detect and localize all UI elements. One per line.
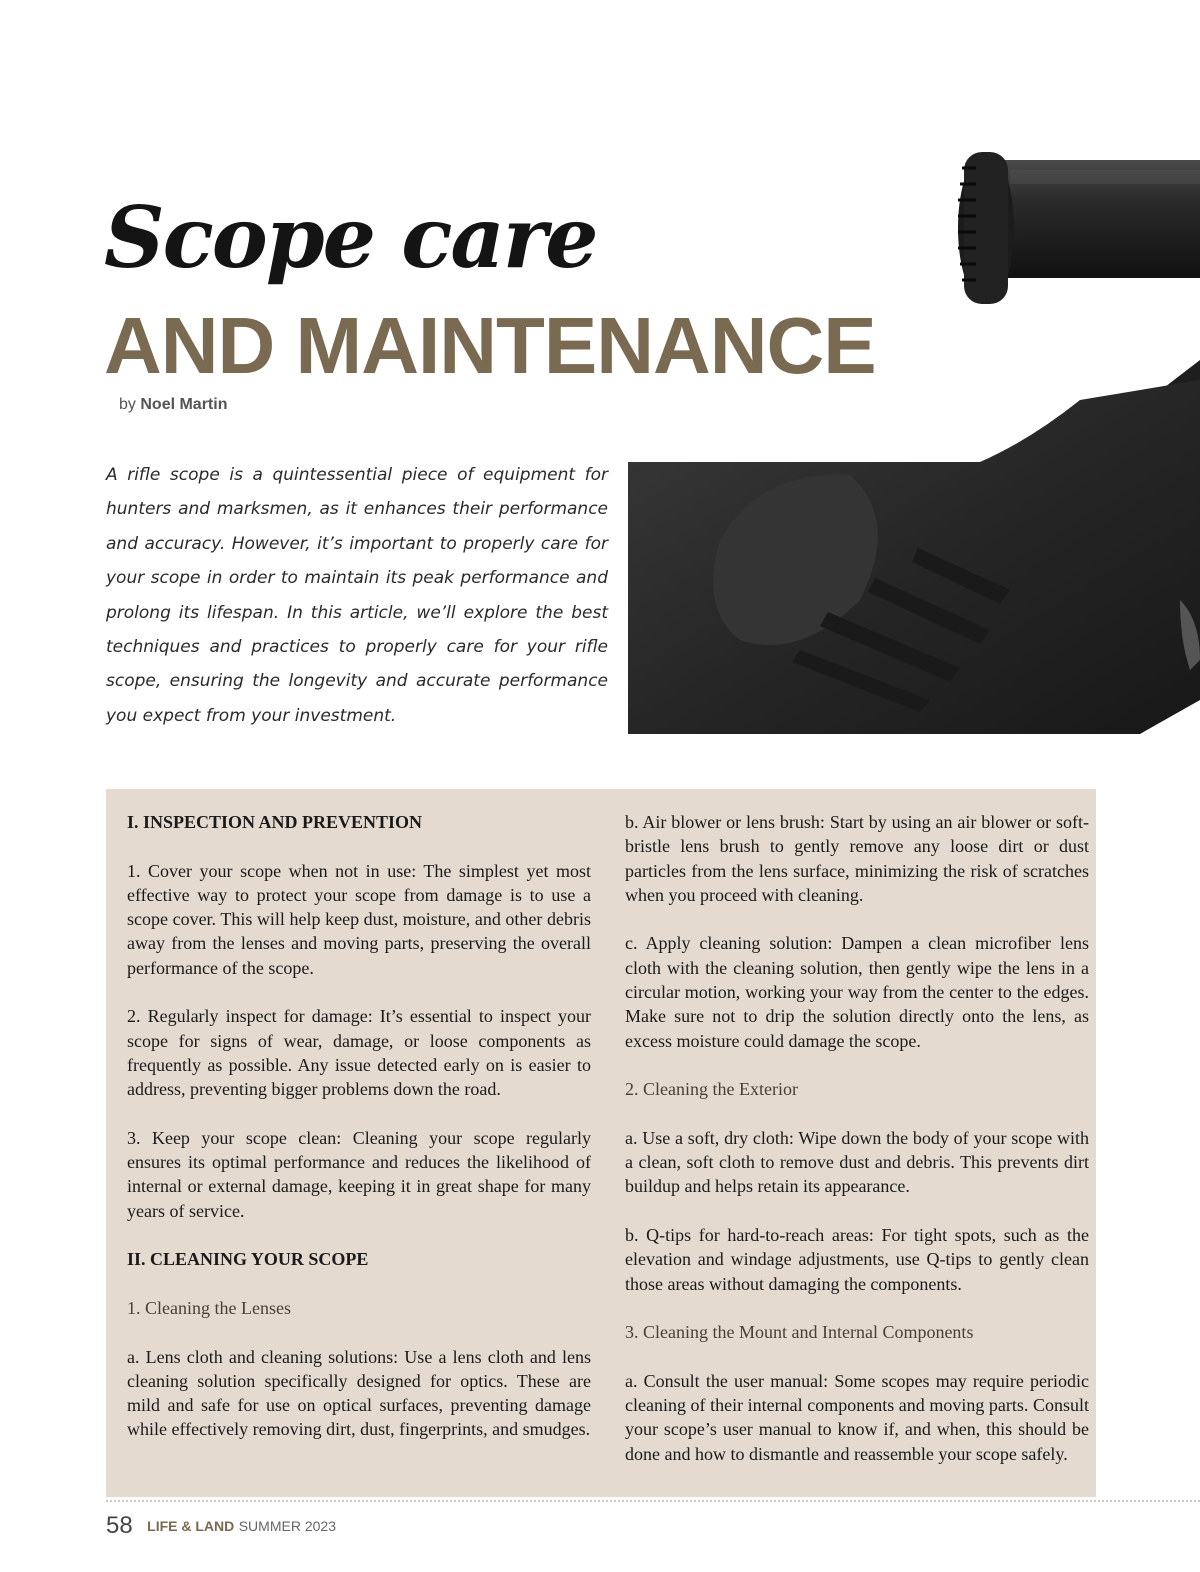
issue-label: SUMMER 2023 [238,1518,336,1534]
section-heading: I. INSPECTION AND PREVENTION [127,812,423,832]
content-box [106,789,1096,1497]
paragraph: b. Air blower or lens brush: Start by using an air blower or soft-bristle lens brush to gently remove any loose dirt or dust particles from the lens surface, minimizing the risk of scratches when you proceed with cleaning. [625,812,1089,905]
intro-paragraph: A rifle scope is a quintessential piece of equipment for hunters and marksmen, as it enhances their performance and accuracy. However, it’s important to properly care for your scope in order to maintain its peak performance and prolong its lifespan. In this article, we’ll explore the best techniques and practices to properly care for your rifle scope, ensuring the longevity and accurate performance you expect from your investment. [106,465,608,726]
page-number: 58 [106,1512,133,1539]
paragraph: a. Lens cloth and cleaning solutions: Use a lens cloth and lens cleaning solution specifically designed for optics. These are mild and safe for use on optical surfaces, preventing damage while effectively removing dirt, dust, fingerprints, and smudges. [127,1346,591,1440]
author-name: Noel Martin [140,396,228,413]
magazine-name: LIFE & LAND [147,1518,235,1534]
page-footer [106,1512,336,1540]
footer-divider [106,1500,1200,1502]
paragraph: c. Apply cleaning solution: Dampen a clean microfiber lens cloth with the cleaning solution, then gently wipe the lens in a circular motion, working your way from the center to the edges. Make sure not to drip the solution directly onto the lens, as excess moisture could damage the scope. [625,933,1089,1051]
article-title-script: Scope care [104,188,597,287]
byline [119,396,227,414]
article-title-main: AND MAINTENANCE [104,301,876,390]
subsection-heading: 2. Cleaning the Exterior [625,1079,798,1100]
paragraph: a. Use a soft, dry cloth: Wipe down the body of your scope with a clean, soft cloth to remove dust and debris. This prevents dirt buildup and helps retain its appearance. [625,1127,1089,1197]
paragraph: b. Q-tips for hard-to-reach areas: For tight spots, such as the elevation and windage adjustments, use Q-tips to gently clean those areas without damaging the components. [625,1225,1089,1294]
subsection-heading: 1. Cleaning the Lenses [127,1297,291,1318]
paragraph: a. Consult the user manual: Some scopes may require periodic cleaning of their internal components and moving parts. Consult your scope’s user manual to know if, and when, this should be done and how to dismantle and reassemble your scope safely. [625,1370,1089,1464]
scope-body [958,152,1200,304]
section-heading: II. CLEANING YOUR SCOPE [127,1249,369,1270]
subsection-heading: 3. Cleaning the Mount and Internal Components [625,1322,974,1343]
right-column [625,810,1089,1466]
paragraph: 1. Cover your scope when not in use: The simplest yet most effective way to protect your scope from damage is to use a scope cover. This will help keep dust, moisture, and other debris away from the lenses and moving parts, preserving the overall performance of the scope. [127,860,591,978]
left-column [127,810,591,1442]
paragraph: 2. Regularly inspect for damage: It’s essential to inspect your scope for signs of wear, damage, or loose components as frequently as possible. Any issue detected early on is easier to address, preventing bigger problems down the road. [127,1006,591,1100]
byline-prefix: by [119,396,136,413]
paragraph: 3. Keep your scope clean: Cleaning your scope regularly ensures its optimal performance and reduces the likelihood of internal or external damage, keeping it in great shape for many years of service. [127,1127,591,1221]
rifle-stock [628,380,1200,734]
